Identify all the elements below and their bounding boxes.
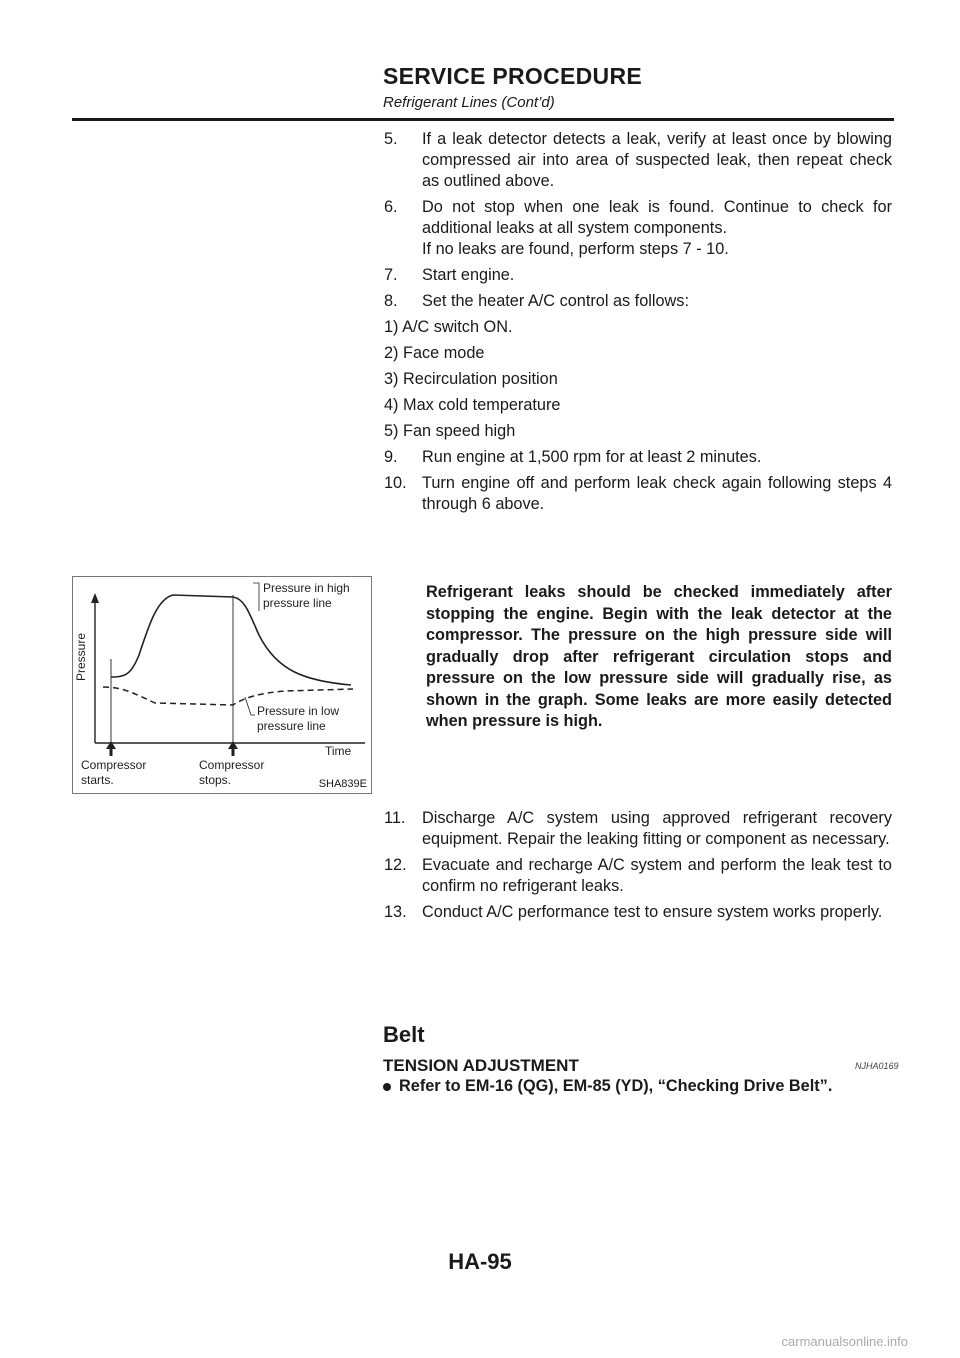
procedure-steps-upper (384, 129, 892, 520)
step-8 (384, 291, 892, 312)
step-number: 8. (384, 292, 398, 310)
step-text: Run engine at 1,500 rpm for at least 2 minutes. (422, 448, 762, 466)
step-number: 7. (384, 266, 398, 284)
belt-heading: Belt (383, 1022, 425, 1047)
compressor-stop-label-line2: stops. (199, 773, 232, 787)
sub-step-4: 4) Max cold temperature (384, 396, 561, 414)
step-9 (384, 447, 892, 468)
step-text: Conduct A/C performance test to ensure system works properly. (422, 903, 883, 921)
step-number: 13. (384, 903, 407, 921)
high-pressure-label-line2: pressure line (263, 596, 332, 610)
compressor-stop-arrow-icon (228, 741, 238, 749)
x-axis-label: Time (325, 744, 352, 758)
tension-adjustment-heading: TENSION ADJUSTMENT (383, 1056, 579, 1075)
sub-step-3: 3) Recirculation position (384, 370, 558, 388)
reference-code: NJHA0169 (855, 1061, 899, 1071)
belt-reference-text: Refer to EM-16 (QG), EM-85 (YD), “Checking Drive Belt”. (399, 1077, 833, 1095)
belt-reference-bullet (383, 1077, 832, 1096)
step-number: 5. (384, 130, 398, 148)
bullet-icon (383, 1083, 391, 1091)
step-13 (384, 902, 892, 923)
site-watermark[interactable]: carmanualsonline.info (781, 1334, 908, 1349)
compressor-start-arrow-stem (110, 749, 113, 756)
step-text: Discharge A/C system using approved refrigerant recovery equipment. Repair the leaking fitting or component as necessary. (422, 809, 892, 848)
step-text: If a leak detector detects a leak, verify at least once by blowing compressed air into area of suspected leak, then repeat check as outlined above. (422, 130, 892, 190)
sub-step-5: 5) Fan speed high (384, 422, 516, 440)
low-label-leader (245, 697, 255, 715)
step-6 (384, 197, 892, 260)
step-12 (384, 855, 892, 897)
section-title: SERVICE PROCEDURE (383, 63, 643, 89)
leak-check-note: Refrigerant leaks should be checked immediately after stopping the engine. Begin with the leak detector at the compressor. The pressure on the high pressure side will gradually drop after refrigerant circulation stops and pressure on the low pressure side will gradually rise, as shown in the graph. Some leaks are more easily detected when pressure is high. (426, 583, 892, 730)
sub-step-1: 1) A/C switch ON. (384, 318, 513, 336)
header-divider (72, 118, 894, 121)
step-number: 12. (384, 856, 407, 874)
pressure-graph-figure (72, 576, 372, 794)
step-text: Do not stop when one leak is found. Continue to check for additional leaks at all system components. (422, 198, 892, 237)
step-text: Set the heater A/C control as follows: (422, 292, 689, 310)
step-text: Turn engine off and perform leak check again following steps 4 through 6 above. (422, 474, 892, 513)
compressor-start-label: Compressor (81, 758, 147, 772)
sub-step-2: 2) Face mode (384, 344, 485, 362)
step-number: 9. (384, 448, 398, 466)
step-number: 10. (384, 474, 407, 492)
step-extra-text: If no leaks are found, perform steps 7 - 10. (422, 240, 729, 258)
compressor-stop-arrow-stem (232, 749, 235, 756)
step-7 (384, 265, 892, 286)
low-pressure-curve (103, 687, 353, 705)
step-text: Evacuate and recharge A/C system and perform the leak test to confirm no refrigerant leaks. (422, 856, 892, 895)
step-10 (384, 473, 892, 515)
step-text: Start engine. (422, 266, 515, 284)
y-axis-label: Pressure (74, 632, 88, 681)
compressor-stop-label: Compressor (199, 758, 265, 772)
step-11 (384, 808, 892, 850)
procedure-steps-lower (384, 808, 892, 928)
low-pressure-label: Pressure in low (257, 704, 340, 718)
low-pressure-label-line2: pressure line (257, 719, 326, 733)
step-number: 11. (384, 809, 406, 827)
pressure-graph (73, 577, 371, 793)
step-5 (384, 129, 892, 192)
page-number: HA-95 (448, 1249, 512, 1274)
high-pressure-label: Pressure in high (263, 581, 350, 595)
y-axis-arrow-icon (91, 593, 99, 603)
compressor-start-arrow-icon (106, 741, 116, 749)
figure-code: SHA839E (318, 778, 367, 790)
compressor-start-label-line2: starts. (81, 773, 114, 787)
step-number: 6. (384, 198, 398, 216)
section-subtitle: Refrigerant Lines (Cont’d) (383, 94, 555, 111)
high-label-leader (253, 583, 259, 611)
